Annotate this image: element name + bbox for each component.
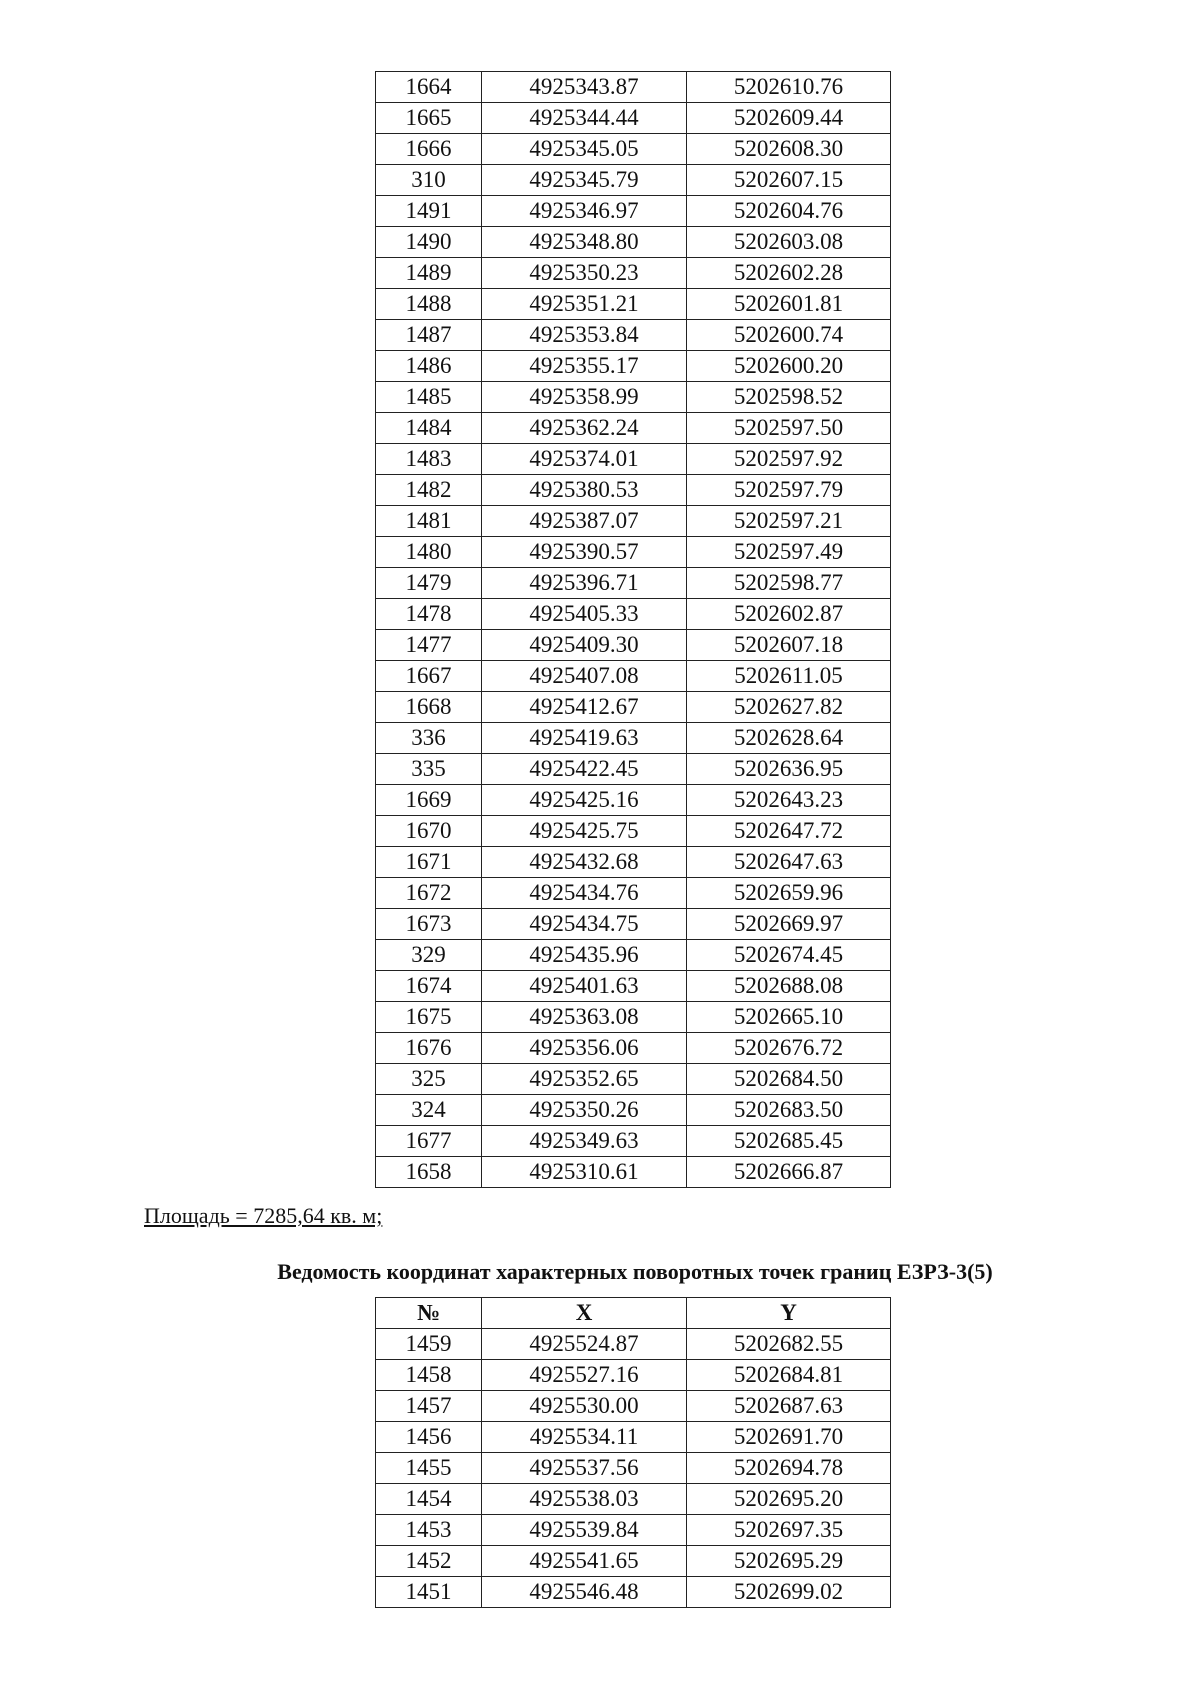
point-number: 1482	[376, 475, 482, 506]
table-row	[376, 1157, 891, 1188]
point-number: 1456	[376, 1422, 482, 1453]
point-number: 1668	[376, 692, 482, 723]
table-row	[376, 227, 891, 258]
table-row	[376, 878, 891, 909]
x-coordinate: 4925356.06	[482, 1033, 687, 1064]
table-row	[376, 196, 891, 227]
table-row	[376, 661, 891, 692]
y-coordinate: 5202666.87	[687, 1157, 891, 1188]
coordinates-table-2	[375, 1297, 891, 1608]
x-coordinate: 4925346.97	[482, 196, 687, 227]
y-coordinate: 5202647.72	[687, 816, 891, 847]
x-coordinate: 4925409.30	[482, 630, 687, 661]
table-row	[376, 1515, 891, 1546]
x-coordinate: 4925434.76	[482, 878, 687, 909]
x-coordinate: 4925363.08	[482, 1002, 687, 1033]
header-number: №	[376, 1298, 482, 1329]
y-coordinate: 5202684.50	[687, 1064, 891, 1095]
y-coordinate: 5202628.64	[687, 723, 891, 754]
table-row	[376, 413, 891, 444]
x-coordinate: 4925527.16	[482, 1360, 687, 1391]
y-coordinate: 5202607.18	[687, 630, 891, 661]
point-number: 1490	[376, 227, 482, 258]
table-row	[376, 754, 891, 785]
y-coordinate: 5202601.81	[687, 289, 891, 320]
table-row	[376, 103, 891, 134]
y-coordinate: 5202688.08	[687, 971, 891, 1002]
x-coordinate: 4925345.79	[482, 165, 687, 196]
x-coordinate: 4925387.07	[482, 506, 687, 537]
x-coordinate: 4925353.84	[482, 320, 687, 351]
point-number: 1459	[376, 1329, 482, 1360]
area-text: Площадь = 7285,64 кв. м;	[144, 1203, 383, 1228]
table-row	[376, 847, 891, 878]
table-row	[376, 630, 891, 661]
y-coordinate: 5202643.23	[687, 785, 891, 816]
x-coordinate: 4925538.03	[482, 1484, 687, 1515]
x-coordinate: 4925380.53	[482, 475, 687, 506]
table-row	[376, 1002, 891, 1033]
x-coordinate: 4925524.87	[482, 1329, 687, 1360]
y-coordinate: 5202598.77	[687, 568, 891, 599]
y-coordinate: 5202636.95	[687, 754, 891, 785]
table-row	[376, 382, 891, 413]
header-y: Y	[687, 1298, 891, 1329]
x-coordinate: 4925355.17	[482, 351, 687, 382]
coordinates-table-2-body	[376, 1329, 891, 1608]
point-number: 1491	[376, 196, 482, 227]
x-coordinate: 4925350.23	[482, 258, 687, 289]
table-row	[376, 599, 891, 630]
x-coordinate: 4925310.61	[482, 1157, 687, 1188]
y-coordinate: 5202609.44	[687, 103, 891, 134]
y-coordinate: 5202597.50	[687, 413, 891, 444]
point-number: 1677	[376, 1126, 482, 1157]
point-number: 1675	[376, 1002, 482, 1033]
x-coordinate: 4925348.80	[482, 227, 687, 258]
point-number: 1485	[376, 382, 482, 413]
point-number: 1477	[376, 630, 482, 661]
table-row	[376, 537, 891, 568]
point-number: 1451	[376, 1577, 482, 1608]
table-row	[376, 816, 891, 847]
table-row	[376, 940, 891, 971]
point-number: 324	[376, 1095, 482, 1126]
x-coordinate: 4925425.75	[482, 816, 687, 847]
y-coordinate: 5202598.52	[687, 382, 891, 413]
y-coordinate: 5202659.96	[687, 878, 891, 909]
point-number: 1671	[376, 847, 482, 878]
table-row	[376, 1422, 891, 1453]
point-number: 1664	[376, 72, 482, 103]
y-coordinate: 5202697.35	[687, 1515, 891, 1546]
x-coordinate: 4925344.44	[482, 103, 687, 134]
point-number: 335	[376, 754, 482, 785]
table-row	[376, 351, 891, 382]
x-coordinate: 4925537.56	[482, 1453, 687, 1484]
point-number: 329	[376, 940, 482, 971]
table-row	[376, 134, 891, 165]
table-row	[376, 909, 891, 940]
y-coordinate: 5202597.49	[687, 537, 891, 568]
x-coordinate: 4925358.99	[482, 382, 687, 413]
point-number: 1487	[376, 320, 482, 351]
point-number: 1674	[376, 971, 482, 1002]
point-number: 1667	[376, 661, 482, 692]
y-coordinate: 5202597.79	[687, 475, 891, 506]
point-number: 1673	[376, 909, 482, 940]
point-number: 1452	[376, 1546, 482, 1577]
point-number: 1665	[376, 103, 482, 134]
y-coordinate: 5202669.97	[687, 909, 891, 940]
point-number: 325	[376, 1064, 482, 1095]
y-coordinate: 5202682.55	[687, 1329, 891, 1360]
x-coordinate: 4925541.65	[482, 1546, 687, 1577]
y-coordinate: 5202676.72	[687, 1033, 891, 1064]
x-coordinate: 4925419.63	[482, 723, 687, 754]
y-coordinate: 5202600.74	[687, 320, 891, 351]
y-coordinate: 5202603.08	[687, 227, 891, 258]
point-number: 1480	[376, 537, 482, 568]
point-number: 1666	[376, 134, 482, 165]
x-coordinate: 4925405.33	[482, 599, 687, 630]
table-row	[376, 1360, 891, 1391]
y-coordinate: 5202695.20	[687, 1484, 891, 1515]
y-coordinate: 5202600.20	[687, 351, 891, 382]
x-coordinate: 4925432.68	[482, 847, 687, 878]
point-number: 336	[376, 723, 482, 754]
point-number: 1457	[376, 1391, 482, 1422]
table-row	[376, 320, 891, 351]
table-2-heading: Ведомость координат характерных поворотных точек границ ЕЗРЗ-3(5)	[277, 1259, 993, 1284]
point-number: 1455	[376, 1453, 482, 1484]
point-number: 1479	[376, 568, 482, 599]
point-number: 1669	[376, 785, 482, 816]
x-coordinate: 4925407.08	[482, 661, 687, 692]
y-coordinate: 5202597.21	[687, 506, 891, 537]
table-row	[376, 568, 891, 599]
point-number: 1454	[376, 1484, 482, 1515]
x-coordinate: 4925350.26	[482, 1095, 687, 1126]
x-coordinate: 4925412.67	[482, 692, 687, 723]
table-row	[376, 165, 891, 196]
table-row	[376, 1546, 891, 1577]
table-row	[376, 723, 891, 754]
point-number: 1478	[376, 599, 482, 630]
point-number: 1453	[376, 1515, 482, 1546]
y-coordinate: 5202604.76	[687, 196, 891, 227]
table-row	[376, 1033, 891, 1064]
x-coordinate: 4925425.16	[482, 785, 687, 816]
table-row	[376, 1126, 891, 1157]
y-coordinate: 5202683.50	[687, 1095, 891, 1126]
x-coordinate: 4925422.45	[482, 754, 687, 785]
point-number: 1676	[376, 1033, 482, 1064]
header-row	[376, 1298, 891, 1329]
y-coordinate: 5202647.63	[687, 847, 891, 878]
point-number: 1481	[376, 506, 482, 537]
x-coordinate: 4925343.87	[482, 72, 687, 103]
y-coordinate: 5202627.82	[687, 692, 891, 723]
table-row	[376, 289, 891, 320]
y-coordinate: 5202608.30	[687, 134, 891, 165]
x-coordinate: 4925546.48	[482, 1577, 687, 1608]
x-coordinate: 4925396.71	[482, 568, 687, 599]
point-number: 310	[376, 165, 482, 196]
x-coordinate: 4925390.57	[482, 537, 687, 568]
x-coordinate: 4925351.21	[482, 289, 687, 320]
header-x: X	[482, 1298, 687, 1329]
y-coordinate: 5202607.15	[687, 165, 891, 196]
coordinates-table-2-header	[376, 1298, 891, 1329]
point-number: 1484	[376, 413, 482, 444]
point-number: 1483	[376, 444, 482, 475]
point-number: 1670	[376, 816, 482, 847]
table-row	[376, 1095, 891, 1126]
x-coordinate: 4925530.00	[482, 1391, 687, 1422]
point-number: 1658	[376, 1157, 482, 1188]
y-coordinate: 5202597.92	[687, 444, 891, 475]
point-number: 1489	[376, 258, 482, 289]
y-coordinate: 5202674.45	[687, 940, 891, 971]
table-row	[376, 692, 891, 723]
y-coordinate: 5202602.87	[687, 599, 891, 630]
y-coordinate: 5202611.05	[687, 661, 891, 692]
table-row	[376, 1391, 891, 1422]
y-coordinate: 5202665.10	[687, 1002, 891, 1033]
x-coordinate: 4925435.96	[482, 940, 687, 971]
y-coordinate: 5202691.70	[687, 1422, 891, 1453]
y-coordinate: 5202694.78	[687, 1453, 891, 1484]
point-number: 1672	[376, 878, 482, 909]
table-row	[376, 1329, 891, 1360]
x-coordinate: 4925352.65	[482, 1064, 687, 1095]
table-row	[376, 785, 891, 816]
y-coordinate: 5202687.63	[687, 1391, 891, 1422]
table-row	[376, 506, 891, 537]
table-row	[376, 475, 891, 506]
table-row	[376, 1453, 891, 1484]
table-row	[376, 971, 891, 1002]
y-coordinate: 5202684.81	[687, 1360, 891, 1391]
table-row	[376, 1064, 891, 1095]
table-row	[376, 444, 891, 475]
x-coordinate: 4925434.75	[482, 909, 687, 940]
x-coordinate: 4925539.84	[482, 1515, 687, 1546]
table-row	[376, 1577, 891, 1608]
point-number: 1458	[376, 1360, 482, 1391]
x-coordinate: 4925349.63	[482, 1126, 687, 1157]
x-coordinate: 4925345.05	[482, 134, 687, 165]
table-row	[376, 1484, 891, 1515]
x-coordinate: 4925362.24	[482, 413, 687, 444]
y-coordinate: 5202685.45	[687, 1126, 891, 1157]
x-coordinate: 4925374.01	[482, 444, 687, 475]
y-coordinate: 5202695.29	[687, 1546, 891, 1577]
table-row	[376, 258, 891, 289]
x-coordinate: 4925534.11	[482, 1422, 687, 1453]
y-coordinate: 5202699.02	[687, 1577, 891, 1608]
y-coordinate: 5202610.76	[687, 72, 891, 103]
coordinates-table-1	[375, 71, 891, 1188]
point-number: 1488	[376, 289, 482, 320]
point-number: 1486	[376, 351, 482, 382]
coordinates-table-1-body	[376, 72, 891, 1188]
y-coordinate: 5202602.28	[687, 258, 891, 289]
table-row	[376, 72, 891, 103]
x-coordinate: 4925401.63	[482, 971, 687, 1002]
